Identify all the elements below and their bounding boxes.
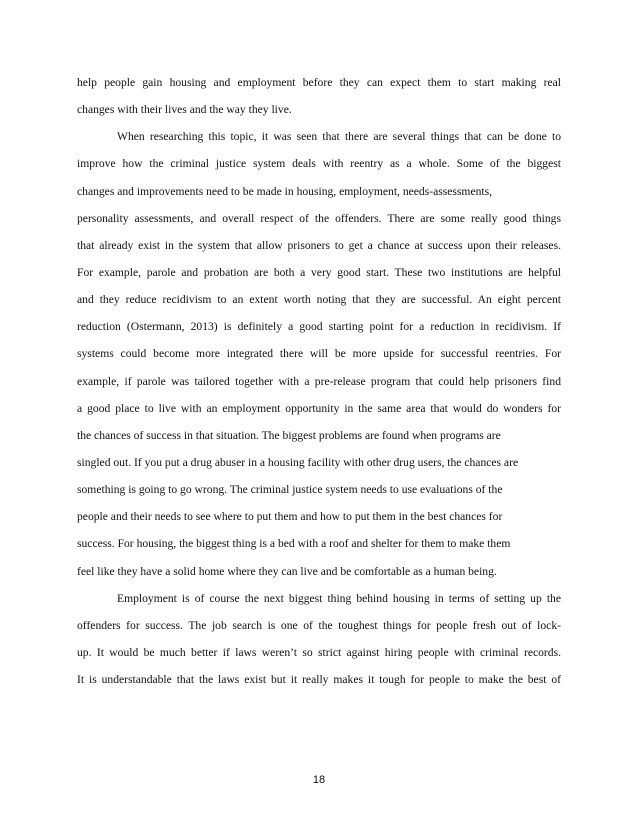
text-line: offenders for success. The job search is one of the toughest things for people fresh out of lock- <box>77 618 561 632</box>
text-line: changes with their lives and the way they live. <box>77 103 292 117</box>
text-line: reduction (Ostermann, 2013) is definitely a good starting point for a reduction in recidivism. If <box>77 320 561 334</box>
body-text <box>77 74 561 698</box>
text-line: and they reduce recidivism to an extent worth noting that they are successful. An eight percent <box>77 293 561 307</box>
text-line: Employment is of course the next biggest thing behind housing in terms of setting up the <box>117 591 561 605</box>
text-line: For example, parole and probation are both a very good start. These two institutions are helpful <box>77 265 561 279</box>
text-line: systems could become more integrated there will be more upside for successful reentries. For <box>77 347 561 361</box>
text-line: a good place to live with an employment opportunity in the same area that would do wonders for <box>77 401 561 415</box>
page-number: 18 <box>312 774 326 786</box>
text-line: personality assessments, and overall respect of the offenders. There are some really good things <box>77 211 561 225</box>
text-line: up. It would be much better if laws weren’t so strict against hiring people with criminal records. <box>77 645 561 659</box>
text-line: example, if parole was tailored together with a pre-release program that could help prisoners find <box>77 374 561 388</box>
text-line: feel like they have a solid home where they can live and be comfortable as a human being. <box>77 564 497 578</box>
text-line: something is going to go wrong. The criminal justice system needs to use evaluations of the <box>77 483 503 497</box>
text-line: improve how the criminal justice system deals with reentry as a whole. Some of the biggest <box>77 157 561 171</box>
text-line: success. For housing, the biggest thing is a bed with a roof and shelter for them to make them <box>77 537 511 551</box>
text-line: that already exist in the system that allow prisoners to get a chance at success upon their releases. <box>77 238 561 252</box>
text-line: changes and improvements need to be made in housing, employment, needs-assessments, <box>77 184 493 198</box>
text-line: singled out. If you put a drug abuser in a housing facility with other drug users, the chances are <box>77 455 519 469</box>
text-line: people and their needs to see where to put them and how to put them in the best chances for <box>77 510 503 524</box>
text-line: It is understandable that the laws exist but it really makes it tough for people to make the best of <box>77 673 561 687</box>
text-line: When researching this topic, it was seen that there are several things that can be done to <box>117 130 561 144</box>
text-line: the chances of success in that situation. The biggest problems are found when programs are <box>77 428 501 442</box>
text-line: help people gain housing and employment before they can expect them to start making real <box>77 76 561 89</box>
